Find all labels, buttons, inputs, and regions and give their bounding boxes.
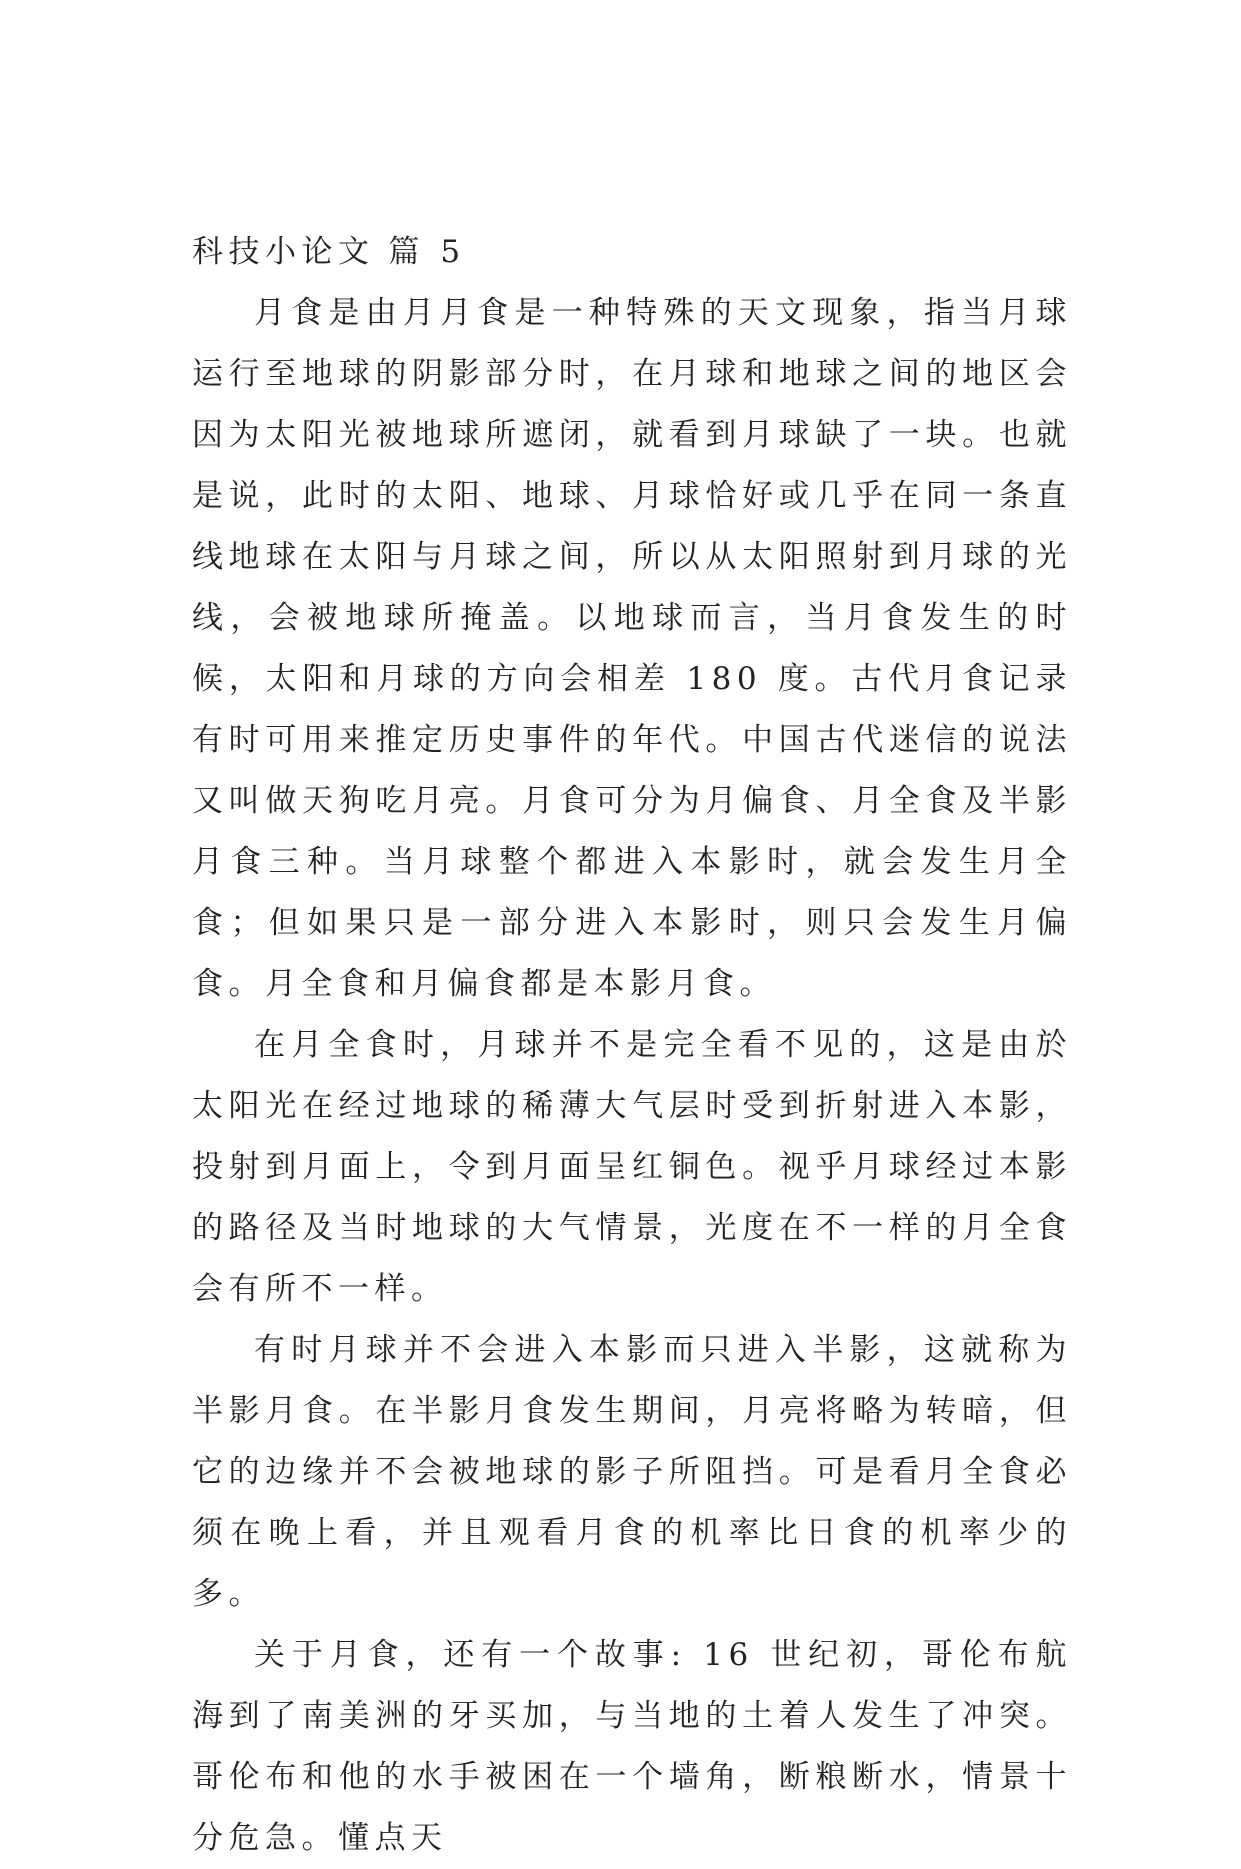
paragraph-1: 月食是由月月食是一种特殊的天文现象，指当月球运行至地球的阴影部分时，在月球和地球之间的地区会因为太阳光被地球所遮闭，就看到月球缺了一块。也就是说，此时的太阳、地球、月球恰好或几乎在同一条直线地球在太阳与月球之间，所以从太阳照射到月球的光线，会被地球所掩盖。以地球而言，当月食发生的时候，太阳和月球的方向会相差 180 度。古代月食记录有时可用来推定历史事件的年代。中国古代迷信的说法又叫做天狗吃月亮。月食可分为月偏食、月全食及半影月食三种。当月球整个都进入本影时，就会发生月全食；但如果只是一部分进入本影时，则只会发生月偏食。月全食和月偏食都是本影月食。	[192, 295, 1072, 1002]
heading-part-number: 篇 5	[388, 234, 466, 270]
paragraph-2: 在月全食时，月球并不是完全看不见的，这是由於太阳光在经过地球的稀薄大气层时受到折射进入本影，投射到月面上，令到月面呈红铜色。视乎月球经过本影的路径及当时地球的大气情景，光度在不一样的月全食会有所不一样。	[192, 1027, 1072, 1307]
heading-title: 科技小论文	[192, 234, 375, 270]
paragraph-3: 有时月球并不会进入本影而只进入半影，这就称为半影月食。在半影月食发生期间，月亮将略为转暗，但它的边缘并不会被地球的影子所阻挡。可是看月全食必须在晚上看，并且观看月食的机率比日食的机率少的多。	[192, 1332, 1072, 1612]
document-body	[192, 222, 1072, 1869]
paragraph-4: 关于月食，还有一个故事: 16 世纪初，哥伦布航海到了南美洲的牙买加，与当地的土着人发生了冲突。哥伦布和他的水手被困在一个墙角，断粮断水，情景十分危急。懂点天	[192, 1637, 1072, 1856]
document-heading	[192, 222, 1072, 283]
